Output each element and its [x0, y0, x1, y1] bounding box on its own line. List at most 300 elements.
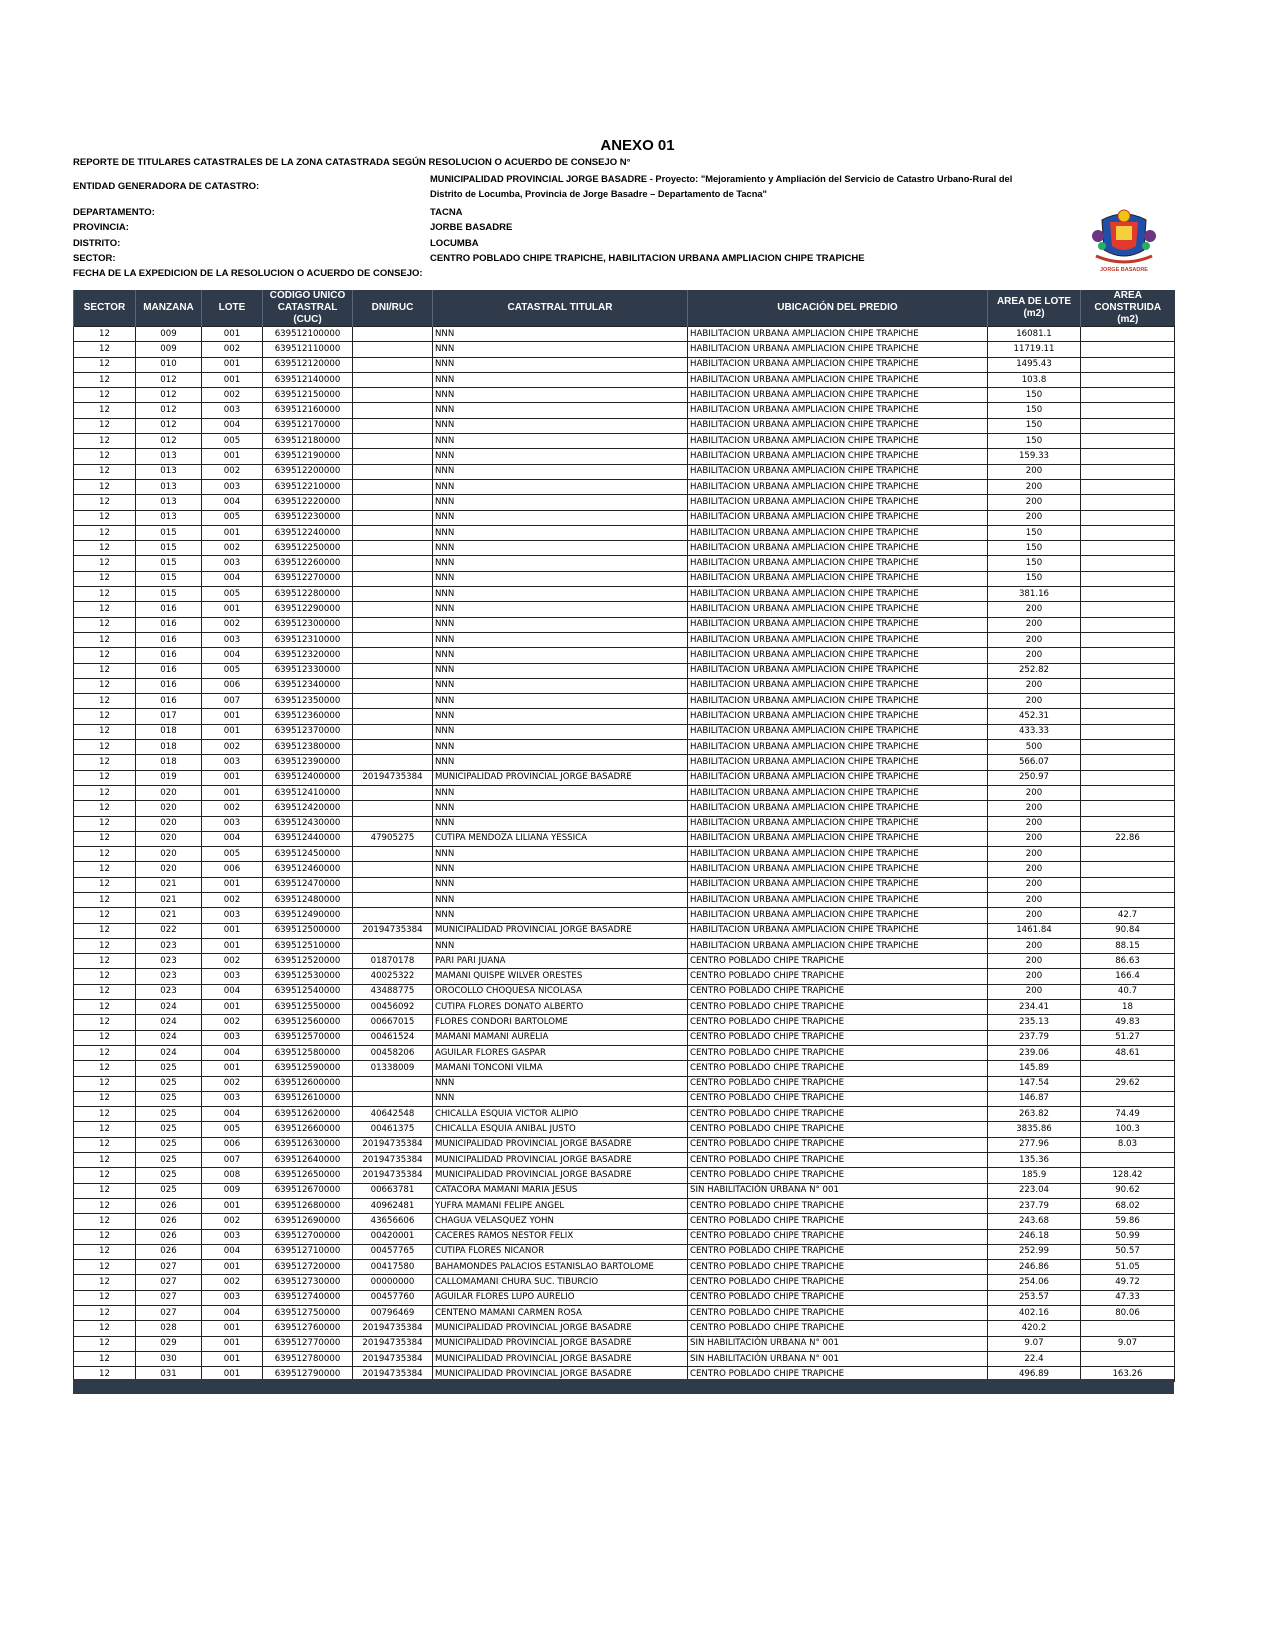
cell-area-construida	[1081, 755, 1175, 770]
cell-lote: 002	[202, 617, 263, 632]
cell-dni-ruc: 40025322	[353, 969, 433, 984]
cell-lote: 003	[202, 1229, 263, 1244]
cell-sector: 12	[74, 1107, 136, 1122]
table-row	[74, 464, 1175, 479]
cell-manzana: 020	[136, 816, 202, 831]
cell-manzana: 020	[136, 801, 202, 816]
table-row	[74, 1168, 1175, 1183]
cell-area-lote: 452.31	[988, 709, 1081, 724]
cell-area-lote: 147.54	[988, 1076, 1081, 1091]
cell-cuc: 639512440000	[263, 831, 353, 846]
cell-manzana: 028	[136, 1321, 202, 1336]
table-row	[74, 984, 1175, 999]
cell-dni-ruc: 20194735384	[353, 1137, 433, 1152]
cell-ubicacion: HABILITACION URBANA AMPLIACION CHIPE TRAPICHE	[688, 923, 988, 938]
cell-sector: 12	[74, 816, 136, 831]
cell-dni-ruc	[353, 571, 433, 586]
cell-lote: 003	[202, 1030, 263, 1045]
cell-lote: 001	[202, 1198, 263, 1213]
cell-sector: 12	[74, 388, 136, 403]
cell-lote: 001	[202, 938, 263, 953]
cell-sector: 12	[74, 678, 136, 693]
cell-dni-ruc: 00667015	[353, 1015, 433, 1030]
cell-area-lote: 252.82	[988, 663, 1081, 678]
table-row	[74, 954, 1175, 969]
cell-lote: 006	[202, 678, 263, 693]
cell-dni-ruc	[353, 663, 433, 678]
table-row	[74, 479, 1175, 494]
cell-area-construida: 90.62	[1081, 1183, 1175, 1198]
cell-dni-ruc: 00663781	[353, 1183, 433, 1198]
cell-sector: 12	[74, 1153, 136, 1168]
cell-manzana: 016	[136, 663, 202, 678]
cell-lote: 003	[202, 556, 263, 571]
cell-area-lote: 402.16	[988, 1306, 1081, 1321]
cell-ubicacion: CENTRO POBLADO CHIPE TRAPICHE	[688, 1260, 988, 1275]
cell-ubicacion: CENTRO POBLADO CHIPE TRAPICHE	[688, 1061, 988, 1076]
cell-ubicacion: HABILITACION URBANA AMPLIACION CHIPE TRAPICHE	[688, 541, 988, 556]
cell-sector: 12	[74, 1260, 136, 1275]
table-row	[74, 1061, 1175, 1076]
cell-ubicacion: HABILITACION URBANA AMPLIACION CHIPE TRAPICHE	[688, 862, 988, 877]
cell-manzana: 016	[136, 617, 202, 632]
cell-titular: MUNICIPALIDAD PROVINCIAL JORGE BASADRE	[433, 1137, 688, 1152]
cell-dni-ruc	[353, 877, 433, 892]
cell-titular: NNN	[433, 877, 688, 892]
cell-lote: 002	[202, 388, 263, 403]
cell-lote: 001	[202, 602, 263, 617]
cell-ubicacion: CENTRO POBLADO CHIPE TRAPICHE	[688, 1321, 988, 1336]
cell-manzana: 021	[136, 877, 202, 892]
cell-cuc: 639512780000	[263, 1351, 353, 1366]
cell-sector: 12	[74, 1275, 136, 1290]
cell-lote: 002	[202, 801, 263, 816]
cell-lote: 003	[202, 1290, 263, 1305]
cell-area-construida	[1081, 541, 1175, 556]
cell-area-construida: 128.42	[1081, 1168, 1175, 1183]
table-row	[74, 801, 1175, 816]
cell-area-lote: 237.79	[988, 1198, 1081, 1213]
table-row	[74, 1000, 1175, 1015]
cell-manzana: 009	[136, 327, 202, 342]
table-row	[74, 1122, 1175, 1137]
cell-area-lote: 1461.84	[988, 923, 1081, 938]
table-row	[74, 342, 1175, 357]
cell-titular: NNN	[433, 434, 688, 449]
cell-titular: CHICALLA ESQUIA ANIBAL JUSTO	[433, 1122, 688, 1137]
cell-area-construida	[1081, 571, 1175, 586]
table-row	[74, 1351, 1175, 1366]
cell-sector: 12	[74, 847, 136, 862]
cell-manzana: 020	[136, 785, 202, 800]
table-row	[74, 938, 1175, 953]
cell-titular: NNN	[433, 388, 688, 403]
cell-cuc: 639512280000	[263, 587, 353, 602]
cell-area-construida	[1081, 525, 1175, 540]
distrito-label: DISTRITO:	[73, 238, 121, 249]
cell-ubicacion: HABILITACION URBANA AMPLIACION CHIPE TRAPICHE	[688, 801, 988, 816]
cell-lote: 001	[202, 923, 263, 938]
cell-area-lote: 200	[988, 908, 1081, 923]
cell-dni-ruc: 00461375	[353, 1122, 433, 1137]
cell-area-construida	[1081, 434, 1175, 449]
departamento-value: TACNA	[430, 207, 463, 218]
cell-area-construida	[1081, 740, 1175, 755]
cell-manzana: 024	[136, 1030, 202, 1045]
cell-lote: 001	[202, 1260, 263, 1275]
cell-lote: 002	[202, 1275, 263, 1290]
cell-manzana: 027	[136, 1306, 202, 1321]
cell-manzana: 025	[136, 1107, 202, 1122]
cell-manzana: 023	[136, 969, 202, 984]
cell-manzana: 026	[136, 1198, 202, 1213]
cell-area-construida: 86.63	[1081, 954, 1175, 969]
cell-area-construida: 48.61	[1081, 1045, 1175, 1060]
cell-manzana: 013	[136, 464, 202, 479]
cell-ubicacion: HABILITACION URBANA AMPLIACION CHIPE TRAPICHE	[688, 678, 988, 693]
cell-lote: 001	[202, 877, 263, 892]
cell-cuc: 639512670000	[263, 1183, 353, 1198]
cell-manzana: 015	[136, 571, 202, 586]
cell-cuc: 639512430000	[263, 816, 353, 831]
cell-manzana: 018	[136, 724, 202, 739]
cell-ubicacion: HABILITACION URBANA AMPLIACION CHIPE TRAPICHE	[688, 908, 988, 923]
table-row	[74, 1137, 1175, 1152]
cell-manzana: 026	[136, 1214, 202, 1229]
cell-manzana: 021	[136, 892, 202, 907]
cell-sector: 12	[74, 617, 136, 632]
cell-area-lote: 150	[988, 556, 1081, 571]
cell-lote: 005	[202, 510, 263, 525]
cell-cuc: 639512160000	[263, 403, 353, 418]
cell-ubicacion: SIN HABILITACIÓN URBANA N° 001	[688, 1183, 988, 1198]
cell-cuc: 639512770000	[263, 1336, 353, 1351]
cell-titular: NNN	[433, 1091, 688, 1106]
cell-area-lote: 200	[988, 816, 1081, 831]
table-row	[74, 1076, 1175, 1091]
cell-dni-ruc	[353, 388, 433, 403]
cell-manzana: 025	[136, 1122, 202, 1137]
cell-dni-ruc: 47905275	[353, 831, 433, 846]
cell-dni-ruc: 01338009	[353, 1061, 433, 1076]
cell-sector: 12	[74, 541, 136, 556]
cell-cuc: 639512210000	[263, 479, 353, 494]
cell-area-lote: 200	[988, 617, 1081, 632]
entidad-value-line1: MUNICIPALIDAD PROVINCIAL JORGE BASADRE - Proyecto: "Mejoramiento y Ampliación del Servicio de Catastro Urbano-Rural del	[430, 174, 1013, 184]
cell-titular: NNN	[433, 724, 688, 739]
cell-sector: 12	[74, 908, 136, 923]
cell-dni-ruc	[353, 908, 433, 923]
cell-manzana: 012	[136, 372, 202, 387]
cell-area-lote: 200	[988, 801, 1081, 816]
cell-lote: 003	[202, 1091, 263, 1106]
cell-dni-ruc: 00420001	[353, 1229, 433, 1244]
cell-dni-ruc: 00796469	[353, 1306, 433, 1321]
cell-area-lote: 252.99	[988, 1244, 1081, 1259]
table-row	[74, 1336, 1175, 1351]
cell-dni-ruc	[353, 816, 433, 831]
cell-titular: OROCOLLO CHOQUESA NICOLASA	[433, 984, 688, 999]
table-row	[74, 663, 1175, 678]
cell-area-lote: 1495.43	[988, 357, 1081, 372]
col-header-sector: SECTOR	[74, 290, 136, 327]
cell-ubicacion: CENTRO POBLADO CHIPE TRAPICHE	[688, 1198, 988, 1213]
cell-area-lote: 103.8	[988, 372, 1081, 387]
cell-lote: 004	[202, 984, 263, 999]
cell-dni-ruc: 00458206	[353, 1045, 433, 1060]
cell-area-lote: 263.82	[988, 1107, 1081, 1122]
table-row	[74, 694, 1175, 709]
table-row	[74, 969, 1175, 984]
cell-cuc: 639512570000	[263, 1030, 353, 1045]
cell-ubicacion: CENTRO POBLADO CHIPE TRAPICHE	[688, 1306, 988, 1321]
cell-titular: MUNICIPALIDAD PROVINCIAL JORGE BASADRE	[433, 1351, 688, 1366]
cell-cuc: 639512290000	[263, 602, 353, 617]
cell-ubicacion: CENTRO POBLADO CHIPE TRAPICHE	[688, 1076, 988, 1091]
cell-dni-ruc	[353, 342, 433, 357]
table-row	[74, 1214, 1175, 1229]
cell-dni-ruc: 40962481	[353, 1198, 433, 1213]
table-row	[74, 418, 1175, 433]
cell-manzana: 017	[136, 709, 202, 724]
cell-dni-ruc	[353, 862, 433, 877]
cell-dni-ruc	[353, 602, 433, 617]
cell-ubicacion: HABILITACION URBANA AMPLIACION CHIPE TRAPICHE	[688, 479, 988, 494]
cell-titular: MUNICIPALIDAD PROVINCIAL JORGE BASADRE	[433, 923, 688, 938]
cell-sector: 12	[74, 434, 136, 449]
municipal-logo	[1088, 206, 1160, 276]
cell-sector: 12	[74, 1229, 136, 1244]
cell-ubicacion: HABILITACION URBANA AMPLIACION CHIPE TRAPICHE	[688, 831, 988, 846]
cell-dni-ruc	[353, 740, 433, 755]
cell-area-construida: 47.33	[1081, 1290, 1175, 1305]
cell-titular: MAMANI TONCONI VILMA	[433, 1061, 688, 1076]
cell-titular: NNN	[433, 602, 688, 617]
cell-cuc: 639512230000	[263, 510, 353, 525]
cell-ubicacion: CENTRO POBLADO CHIPE TRAPICHE	[688, 1015, 988, 1030]
cell-sector: 12	[74, 1244, 136, 1259]
cell-area-construida: 80.06	[1081, 1306, 1175, 1321]
cell-area-construida	[1081, 816, 1175, 831]
cell-area-construida: 29.62	[1081, 1076, 1175, 1091]
cell-sector: 12	[74, 770, 136, 785]
cell-lote: 005	[202, 663, 263, 678]
cell-area-construida	[1081, 1153, 1175, 1168]
cell-lote: 004	[202, 1244, 263, 1259]
table-row	[74, 862, 1175, 877]
cell-area-lote: 235.13	[988, 1015, 1081, 1030]
cell-titular: NNN	[433, 464, 688, 479]
cell-cuc: 639512540000	[263, 984, 353, 999]
cell-lote: 001	[202, 1061, 263, 1076]
cell-area-construida: 42.7	[1081, 908, 1175, 923]
cell-cuc: 639512740000	[263, 1290, 353, 1305]
cell-ubicacion: CENTRO POBLADO CHIPE TRAPICHE	[688, 984, 988, 999]
cell-sector: 12	[74, 1306, 136, 1321]
table-row	[74, 1015, 1175, 1030]
cell-area-construida: 166.4	[1081, 969, 1175, 984]
cell-sector: 12	[74, 372, 136, 387]
table-row	[74, 1244, 1175, 1259]
cell-area-construida: 74.49	[1081, 1107, 1175, 1122]
cell-titular: NNN	[433, 479, 688, 494]
cell-dni-ruc: 00461524	[353, 1030, 433, 1045]
cell-sector: 12	[74, 877, 136, 892]
cell-cuc: 639512150000	[263, 388, 353, 403]
cell-area-lote: 200	[988, 892, 1081, 907]
cell-titular: CALLOMAMANI CHURA SUC. TIBURCIO	[433, 1275, 688, 1290]
table-row	[74, 1183, 1175, 1198]
cell-dni-ruc	[353, 495, 433, 510]
cell-ubicacion: CENTRO POBLADO CHIPE TRAPICHE	[688, 1030, 988, 1045]
cell-manzana: 027	[136, 1260, 202, 1275]
cell-ubicacion: HABILITACION URBANA AMPLIACION CHIPE TRAPICHE	[688, 755, 988, 770]
cell-area-lote: 3835.86	[988, 1122, 1081, 1137]
cell-lote: 007	[202, 1153, 263, 1168]
cell-sector: 12	[74, 632, 136, 647]
cell-sector: 12	[74, 556, 136, 571]
cell-titular: FLORES CONDORI BARTOLOME	[433, 1015, 688, 1030]
cell-dni-ruc	[353, 403, 433, 418]
cell-titular: MUNICIPALIDAD PROVINCIAL JORGE BASADRE	[433, 770, 688, 785]
cell-manzana: 025	[136, 1076, 202, 1091]
cell-ubicacion: HABILITACION URBANA AMPLIACION CHIPE TRAPICHE	[688, 357, 988, 372]
cell-area-lote: 223.04	[988, 1183, 1081, 1198]
cell-ubicacion: CENTRO POBLADO CHIPE TRAPICHE	[688, 1107, 988, 1122]
cell-ubicacion: HABILITACION URBANA AMPLIACION CHIPE TRAPICHE	[688, 694, 988, 709]
cell-area-construida	[1081, 388, 1175, 403]
cell-cuc: 639512720000	[263, 1260, 353, 1275]
cell-titular: NNN	[433, 785, 688, 800]
cell-area-construida	[1081, 602, 1175, 617]
cell-area-construida: 9.07	[1081, 1336, 1175, 1351]
cell-sector: 12	[74, 969, 136, 984]
cell-lote: 002	[202, 1076, 263, 1091]
cell-area-lote: 200	[988, 847, 1081, 862]
cell-area-construida	[1081, 449, 1175, 464]
cell-dni-ruc	[353, 892, 433, 907]
cell-titular: YUFRA MAMANI FELIPE ANGEL	[433, 1198, 688, 1213]
cell-area-lote: 200	[988, 969, 1081, 984]
cell-ubicacion: CENTRO POBLADO CHIPE TRAPICHE	[688, 1275, 988, 1290]
cell-ubicacion: CENTRO POBLADO CHIPE TRAPICHE	[688, 1000, 988, 1015]
cell-manzana: 016	[136, 648, 202, 663]
cell-lote: 005	[202, 847, 263, 862]
cell-cuc: 639512270000	[263, 571, 353, 586]
cell-titular: CATACORA MAMANI MARIA JESUS	[433, 1183, 688, 1198]
cell-cuc: 639512550000	[263, 1000, 353, 1015]
cell-titular: NNN	[433, 938, 688, 953]
cell-dni-ruc: 00000000	[353, 1275, 433, 1290]
cell-area-lote: 200	[988, 694, 1081, 709]
cell-titular: NNN	[433, 556, 688, 571]
cell-dni-ruc	[353, 541, 433, 556]
cell-lote: 004	[202, 1107, 263, 1122]
cell-sector: 12	[74, 403, 136, 418]
table-row	[74, 403, 1175, 418]
cell-cuc: 639512490000	[263, 908, 353, 923]
cell-area-construida	[1081, 510, 1175, 525]
cell-dni-ruc	[353, 434, 433, 449]
cell-cuc: 639512640000	[263, 1153, 353, 1168]
cell-manzana: 013	[136, 510, 202, 525]
cell-cuc: 639512120000	[263, 357, 353, 372]
cell-manzana: 024	[136, 1015, 202, 1030]
cell-titular: NNN	[433, 740, 688, 755]
cell-area-construida	[1081, 847, 1175, 862]
cell-area-lote: 250.97	[988, 770, 1081, 785]
cell-manzana: 023	[136, 938, 202, 953]
cell-titular: NNN	[433, 847, 688, 862]
cell-dni-ruc: 00456092	[353, 1000, 433, 1015]
cell-titular: MAMANI MAMANI AURELIA	[433, 1030, 688, 1045]
cell-sector: 12	[74, 1122, 136, 1137]
cell-cuc: 639512450000	[263, 847, 353, 862]
cell-cuc: 639512350000	[263, 694, 353, 709]
cell-cuc: 639512600000	[263, 1076, 353, 1091]
fecha-label: FECHA DE LA EXPEDICION DE LA RESOLUCION O ACUERDO DE CONSEJO:	[73, 268, 423, 279]
cell-dni-ruc	[353, 755, 433, 770]
cell-lote: 005	[202, 587, 263, 602]
col-header-ubicacion: UBICACIÓN DEL PREDIO	[688, 290, 988, 327]
cell-titular: CHICALLA ESQUIA VICTOR ALIPIO	[433, 1107, 688, 1122]
cell-lote: 003	[202, 969, 263, 984]
cell-area-construida: 49.83	[1081, 1015, 1175, 1030]
cell-cuc: 639512690000	[263, 1214, 353, 1229]
table-row	[74, 357, 1175, 372]
cell-titular: NNN	[433, 418, 688, 433]
table-row	[74, 1229, 1175, 1244]
cell-sector: 12	[74, 342, 136, 357]
cell-area-construida	[1081, 479, 1175, 494]
cell-area-construida	[1081, 327, 1175, 342]
cell-dni-ruc	[353, 617, 433, 632]
cell-titular: AGUILAR FLORES GASPAR	[433, 1045, 688, 1060]
cell-cuc: 639512300000	[263, 617, 353, 632]
cell-area-lote: 200	[988, 831, 1081, 846]
document-title: ANEXO 01	[600, 137, 675, 154]
cell-cuc: 639512520000	[263, 954, 353, 969]
cell-dni-ruc	[353, 724, 433, 739]
cell-titular: NNN	[433, 525, 688, 540]
cell-manzana: 030	[136, 1351, 202, 1366]
cell-titular: NNN	[433, 648, 688, 663]
cell-ubicacion: HABILITACION URBANA AMPLIACION CHIPE TRAPICHE	[688, 724, 988, 739]
cell-sector: 12	[74, 1336, 136, 1351]
provincia-label: PROVINCIA:	[73, 222, 129, 233]
table-row	[74, 388, 1175, 403]
cell-area-lote: 146.87	[988, 1091, 1081, 1106]
cell-area-construida	[1081, 801, 1175, 816]
table-row	[74, 541, 1175, 556]
cell-ubicacion: HABILITACION URBANA AMPLIACION CHIPE TRAPICHE	[688, 495, 988, 510]
cell-manzana: 012	[136, 434, 202, 449]
cell-dni-ruc: 43488775	[353, 984, 433, 999]
cell-ubicacion: CENTRO POBLADO CHIPE TRAPICHE	[688, 1290, 988, 1305]
cell-titular: NNN	[433, 617, 688, 632]
cell-ubicacion: CENTRO POBLADO CHIPE TRAPICHE	[688, 1168, 988, 1183]
cell-manzana: 024	[136, 1000, 202, 1015]
cell-dni-ruc	[353, 938, 433, 953]
cell-lote: 008	[202, 1168, 263, 1183]
table-row	[74, 1290, 1175, 1305]
cell-cuc: 639512360000	[263, 709, 353, 724]
cell-cuc: 639512480000	[263, 892, 353, 907]
cell-titular: NNN	[433, 801, 688, 816]
distrito-value: LOCUMBA	[430, 238, 479, 249]
cell-lote: 003	[202, 479, 263, 494]
table-row	[74, 908, 1175, 923]
